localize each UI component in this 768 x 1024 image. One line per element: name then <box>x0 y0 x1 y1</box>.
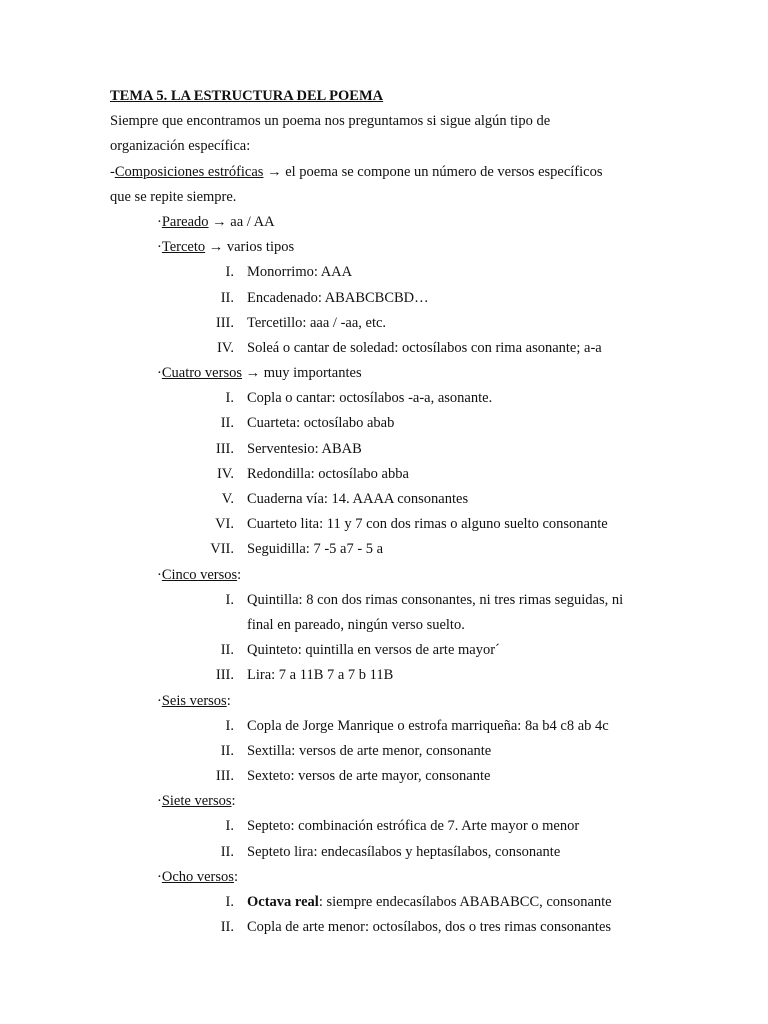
section-cuatro-versos: ·Cuatro versos → muy importantes <box>157 365 362 382</box>
composiciones-line-2: que se repite siempre. <box>110 188 237 205</box>
intro-line-1: Siempre que encontramos un poema nos preguntamos si sigue algún tipo de <box>110 113 551 130</box>
section-cinco-versos: ·Cinco versos: <box>157 566 242 583</box>
list-item: II. Copla de arte menor: octosílabos, dos o tres rimas consonantes <box>220 919 612 936</box>
list-item: II. Septeto lira: endecasílabos y heptasílabos, consonante <box>220 843 561 860</box>
list-item: II. Cuarteta: octosílabo abab <box>220 415 395 432</box>
list-item: IV. Soleá o cantar de soledad: octosílabos con rima asonante; a-a <box>216 339 602 356</box>
list-item: III. Sexteto: versos de arte mayor, consonante <box>215 768 491 785</box>
list-item: II. Sextilla: versos de arte menor, consonante <box>220 742 492 759</box>
list-item: II. Encadenado: ABABCBCBD… <box>220 289 429 306</box>
section-seis-versos: ·Seis versos: <box>157 692 231 709</box>
list-item: III. Serventesio: ABAB <box>215 440 362 457</box>
section-ocho-versos: ·Ocho versos: <box>157 868 238 885</box>
document-title: TEMA 5. LA ESTRUCTURA DEL POEMA <box>110 88 384 104</box>
list-item: II. Quinteto: quintilla en versos de arte mayor´ <box>220 642 500 659</box>
list-item: I. Monorrimo: AAA <box>225 264 353 281</box>
list-item: VII. Seguidilla: 7 -5 a7 - 5 a <box>210 541 384 558</box>
list-item: IV. Redondilla: octosílabo abba <box>216 465 409 482</box>
section-siete-versos: ·Siete versos: <box>157 793 236 810</box>
list-item: I. Copla de Jorge Manrique o estrofa marriqueña: 8a b4 c8 ab 4c <box>225 717 609 734</box>
section-terceto: ·Terceto → varios tipos <box>157 239 295 256</box>
list-item: I. Octava real: siempre endecasílabos ABABABCC, consonante <box>225 894 612 910</box>
composiciones-term: Composiciones estróficas <box>114 163 264 180</box>
composiciones-line: -Composiciones estróficas → el poema se compone un número de versos específicos <box>110 163 603 180</box>
list-item: I. Copla o cantar: octosílabos -a-a, asonante. <box>225 390 493 407</box>
list-item: VI. Cuarteto lita: 11 y 7 con dos rimas o alguno suelto consonante <box>215 516 608 533</box>
list-item: I. Quintilla: 8 con dos rimas consonantes, ni tres rimas seguidas, ni <box>225 591 624 608</box>
list-item: I. Septeto: combinación estrófica de 7. Arte mayor o menor <box>225 818 580 835</box>
list-item: V. Cuaderna vía: 14. AAAA consonantes <box>221 491 469 507</box>
list-item: III. Tercetillo: aaa / -aa, etc. <box>215 314 387 331</box>
list-item-continuation: final en pareado, ningún verso suelto. <box>247 616 465 633</box>
intro-line-2: organización específica: <box>110 138 251 155</box>
document-page <box>110 84 670 940</box>
section-pareado: ·Pareado → aa / AA <box>157 213 275 230</box>
list-item: III. Lira: 7 a 11B 7 a 7 b 11B <box>215 667 394 684</box>
